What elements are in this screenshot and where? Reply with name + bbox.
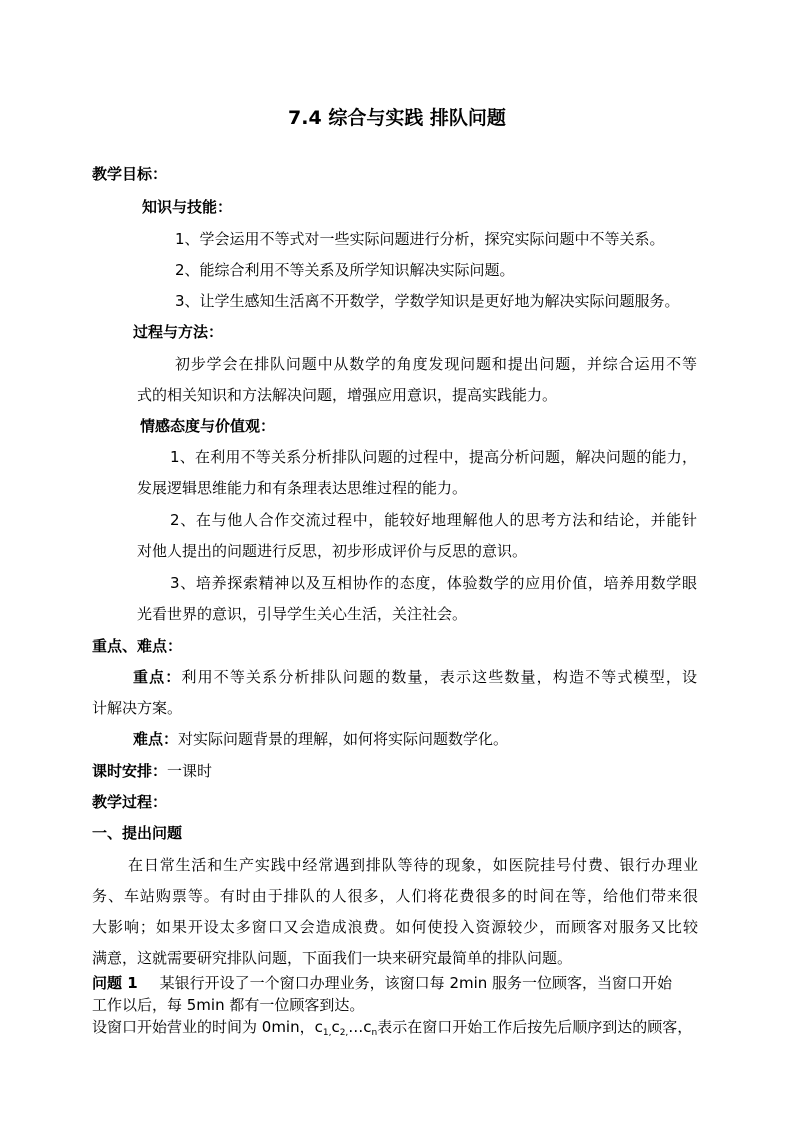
problem-text: 工作以后，每 5min 都有一位顾客到达。 bbox=[92, 996, 365, 1014]
teaching-process-heading: 教学过程： bbox=[92, 793, 168, 811]
process-method-heading: 过程与方法： bbox=[133, 323, 224, 341]
emotion-item: 3、培养探索精神以及互相协作的态度，体验数学的应用价值，培养用数学眼 bbox=[170, 574, 697, 592]
emotion-item: 1、在利用不等关系分析排队问题的过程中，提高分析问题，解决问题的能力， bbox=[170, 448, 697, 466]
schedule-label: 课时安排： bbox=[92, 762, 168, 780]
problem-text: 某银行开设了一个窗口办理业务，该窗口每 2min 服务一位顾客，当窗口开始 bbox=[159, 974, 673, 992]
key-point bbox=[133, 667, 697, 687]
key-point-cont: 计解决方案。 bbox=[92, 699, 183, 717]
emotion-item: 光看世界的意识，引导学生关心生活，关注社会。 bbox=[137, 605, 468, 623]
section-heading: 一、提出问题 bbox=[92, 824, 183, 842]
problem-text: 设窗口开始营业的时间为 0min，$c_{1,}c_{2,}\dots c_n$表示在窗口开始工作后按先后顺序到达的顾客， bbox=[92, 1018, 693, 1038]
knowledge-item: 1、学会运用不等式对一些实际问题进行分析，探究实际问题中不等关系。 bbox=[175, 230, 665, 248]
key-points-heading: 重点、难点： bbox=[92, 637, 183, 655]
key-text: 利用不等关系分析排队问题的数量，表示这些数量，构造不等式模型，设 bbox=[181, 668, 697, 686]
paragraph-line: 大影响；如果开设太多窗口又会造成浪费。如何使投入资源较少，而顾客对服务又比较 bbox=[92, 918, 698, 936]
problem-1 bbox=[92, 973, 698, 993]
page-title: 7.4 综合与实践 排队问题 bbox=[288, 107, 506, 129]
paragraph-line: 在日常生活和生产实践中经常遇到排队等待的现象，如医院挂号付费、银行办理业 bbox=[128, 856, 698, 874]
emotion-item: 发展逻辑思维能力和有条理表达思维过程的能力。 bbox=[137, 479, 468, 497]
emotion-heading: 情感态度与价值观： bbox=[140, 417, 276, 435]
objectives-heading: 教学目标： bbox=[92, 165, 168, 183]
emotion-item: 2、在与他人合作交流过程中，能较好地理解他人的思考方法和结论，并能针 bbox=[170, 511, 697, 529]
paragraph-line: 务、车站购票等。有时由于排队的人很多，人们将花费很多的时间在等，给他们带来很 bbox=[92, 887, 698, 905]
difficulty-point bbox=[133, 729, 508, 749]
knowledge-item: 2、能综合利用不等关系及所学知识解决实际问题。 bbox=[175, 261, 515, 279]
knowledge-item: 3、让学生感知生活离不开数学，学数学知识是更好地为解决实际问题服务。 bbox=[175, 292, 680, 310]
emotion-item: 对他人提出的问题进行反思，初步形成评价与反思的意识。 bbox=[137, 542, 528, 560]
process-method-text: 初步学会在排队问题中从数学的角度发现问题和提出问题，并综合运用不等 bbox=[175, 355, 697, 373]
process-method-text: 式的相关知识和方法解决问题，增强应用意识，提高实践能力。 bbox=[137, 386, 558, 404]
key-label: 重点： bbox=[133, 668, 182, 686]
schedule bbox=[92, 761, 212, 781]
problem-label: 问题 1 bbox=[92, 974, 138, 992]
difficulty-text: 对实际问题背景的理解，如何将实际问题数学化。 bbox=[178, 730, 509, 748]
difficulty-label: 难点： bbox=[133, 730, 179, 748]
schedule-value: 一课时 bbox=[167, 762, 213, 780]
paragraph-line: 满意，这就需要研究排队问题，下面我们一块来研究最简单的排队问题。 bbox=[92, 949, 573, 967]
knowledge-heading: 知识与技能： bbox=[142, 198, 233, 216]
